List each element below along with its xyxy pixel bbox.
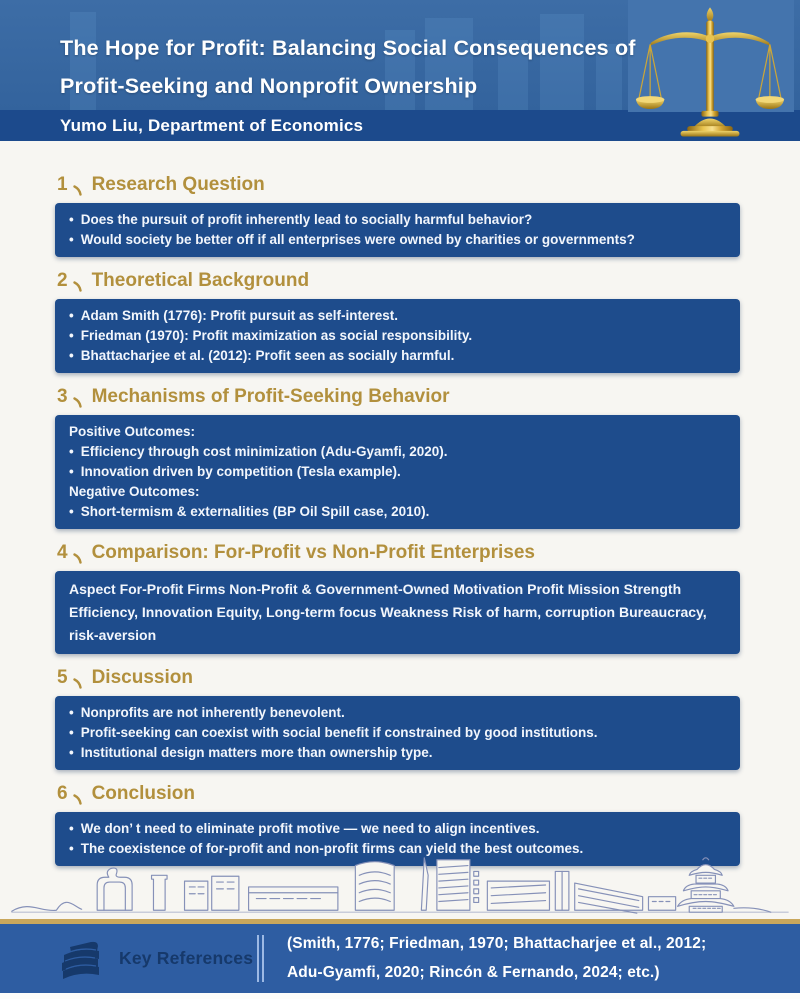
bottom-strip <box>0 993 800 999</box>
line-text: Adam Smith (1776): Profit pursuit as self-interest. <box>80 308 399 323</box>
bullet-glyph: • <box>69 444 74 459</box>
scales-of-justice-icon <box>634 4 786 138</box>
line-text: Friedman (1970): Profit maximization as social responsibility. <box>80 328 473 343</box>
poster-section <box>55 270 740 373</box>
poster-title <box>60 29 636 105</box>
section-number: 4 <box>57 542 68 563</box>
references-text <box>287 929 706 987</box>
key-references-label: Key References <box>119 948 254 968</box>
references-line-2: Adu-Gyamfi, 2020; Rincón & Fernando, 2024; etc.) <box>287 964 660 981</box>
section-title: Research Question <box>91 174 265 195</box>
author-subtitle: Yumo Liu, Department of Economics <box>60 115 364 135</box>
section-number: 2 <box>57 270 68 291</box>
poster-section <box>55 667 740 770</box>
bullet-line <box>69 502 726 522</box>
section-heading <box>57 386 740 408</box>
bullet-line <box>69 723 726 743</box>
line-text: Innovation driven by competition (Tesla example). <box>80 464 401 479</box>
title-line-2: Profit-Seeking and Nonprofit Ownership <box>60 74 478 98</box>
section-heading <box>57 174 740 196</box>
section-number: 1 <box>57 174 68 195</box>
bullet-line <box>69 306 726 326</box>
bullet-glyph: • <box>69 745 74 760</box>
title-line-1: The Hope for Profit: Balancing Social Consequences of <box>60 36 636 60</box>
footer-vertical-divider <box>257 935 264 982</box>
section-content-box <box>55 203 740 257</box>
ideographic-comma <box>73 397 82 408</box>
bullet-line <box>69 230 726 250</box>
bullet-line <box>69 326 726 346</box>
bullet-glyph: • <box>69 212 74 227</box>
line-text: Positive Outcomes: <box>69 424 196 439</box>
line-text: Would society be better off if all enterprises were owned by charities or governments? <box>80 232 635 247</box>
section-number: 6 <box>57 783 68 804</box>
bullet-glyph: • <box>69 328 74 343</box>
bullet-line <box>69 346 726 366</box>
line-text: Does the pursuit of profit inherently lead to socially harmful behavior? <box>80 212 533 227</box>
bullet-glyph: • <box>69 232 74 247</box>
line-text: We don’ t need to eliminate profit motive — we need to align incentives. <box>80 821 540 836</box>
bullet-glyph: • <box>69 841 74 856</box>
bullet-line <box>69 210 726 230</box>
section-title: Theoretical Background <box>91 270 310 291</box>
section-number: 3 <box>57 386 68 407</box>
bullet-glyph: • <box>69 705 74 720</box>
bullet-line <box>69 819 726 839</box>
bullet-glyph: • <box>69 725 74 740</box>
section-heading <box>57 667 740 689</box>
bullet-line <box>69 442 726 462</box>
section-number: 5 <box>57 667 68 688</box>
bullet-line <box>69 703 726 723</box>
poster-section <box>55 174 740 257</box>
bullet-glyph: • <box>69 348 74 363</box>
ideographic-comma <box>73 678 82 689</box>
line-text: Aspect For-Profit Firms Non-Profit & Government-Owned Motivation Profit Mission Strength Efficiency, Innovation Equity, Long-term focus Weakness Risk of harm, corruption Bureaucracy, risk-aversion <box>69 581 707 643</box>
bullet-glyph: • <box>69 308 74 323</box>
line-text: Nonprofits are not inherently benevolent. <box>80 705 345 720</box>
section-title: Discussion <box>91 667 193 688</box>
sections <box>55 141 740 879</box>
section-heading <box>57 783 740 805</box>
ideographic-comma <box>73 794 82 805</box>
text-line <box>69 578 726 647</box>
bullet-glyph: • <box>69 504 74 519</box>
line-text: Efficiency through cost minimization (Adu-Gyamfi, 2020). <box>80 444 448 459</box>
line-text: Bhattacharjee et al. (2012): Profit seen as socially harmful. <box>80 348 455 363</box>
footer <box>0 924 800 993</box>
line-text: Negative Outcomes: <box>69 484 200 499</box>
line-text: The coexistence of for-profit and non-profit firms can yield the best outcomes. <box>80 841 584 856</box>
bullet-glyph: • <box>69 464 74 479</box>
line-text: Profit-seeking can coexist with social benefit if constrained by good institutions. <box>80 725 598 740</box>
references-line-1: (Smith, 1776; Friedman, 1970; Bhattacharjee et al., 2012; <box>287 935 707 952</box>
bullet-line <box>69 462 726 482</box>
poster-section <box>55 542 740 654</box>
line-text: Short-termism & externalities (BP Oil Spill case, 2010). <box>80 504 430 519</box>
bullet-glyph: • <box>69 821 74 836</box>
text-line <box>69 422 726 442</box>
book-stack-icon <box>58 938 104 980</box>
section-content-box <box>55 299 740 373</box>
section-title: Comparison: For-Profit vs Non-Profit Enterprises <box>91 542 535 563</box>
section-title: Mechanisms of Profit-Seeking Behavior <box>91 386 450 407</box>
section-heading <box>57 542 740 564</box>
city-skyline-illustration <box>0 852 800 918</box>
text-line <box>69 482 726 502</box>
ideographic-comma <box>73 281 82 292</box>
poster-section <box>55 386 740 529</box>
section-title: Conclusion <box>91 783 196 804</box>
section-content-box <box>55 696 740 770</box>
section-content-box <box>55 415 740 529</box>
footer-key-references <box>58 924 253 993</box>
section-heading <box>57 270 740 292</box>
line-text: Institutional design matters more than ownership type. <box>80 745 433 760</box>
ideographic-comma <box>73 553 82 564</box>
bullet-line <box>69 743 726 763</box>
section-content-box <box>55 571 740 654</box>
ideographic-comma <box>73 185 82 196</box>
